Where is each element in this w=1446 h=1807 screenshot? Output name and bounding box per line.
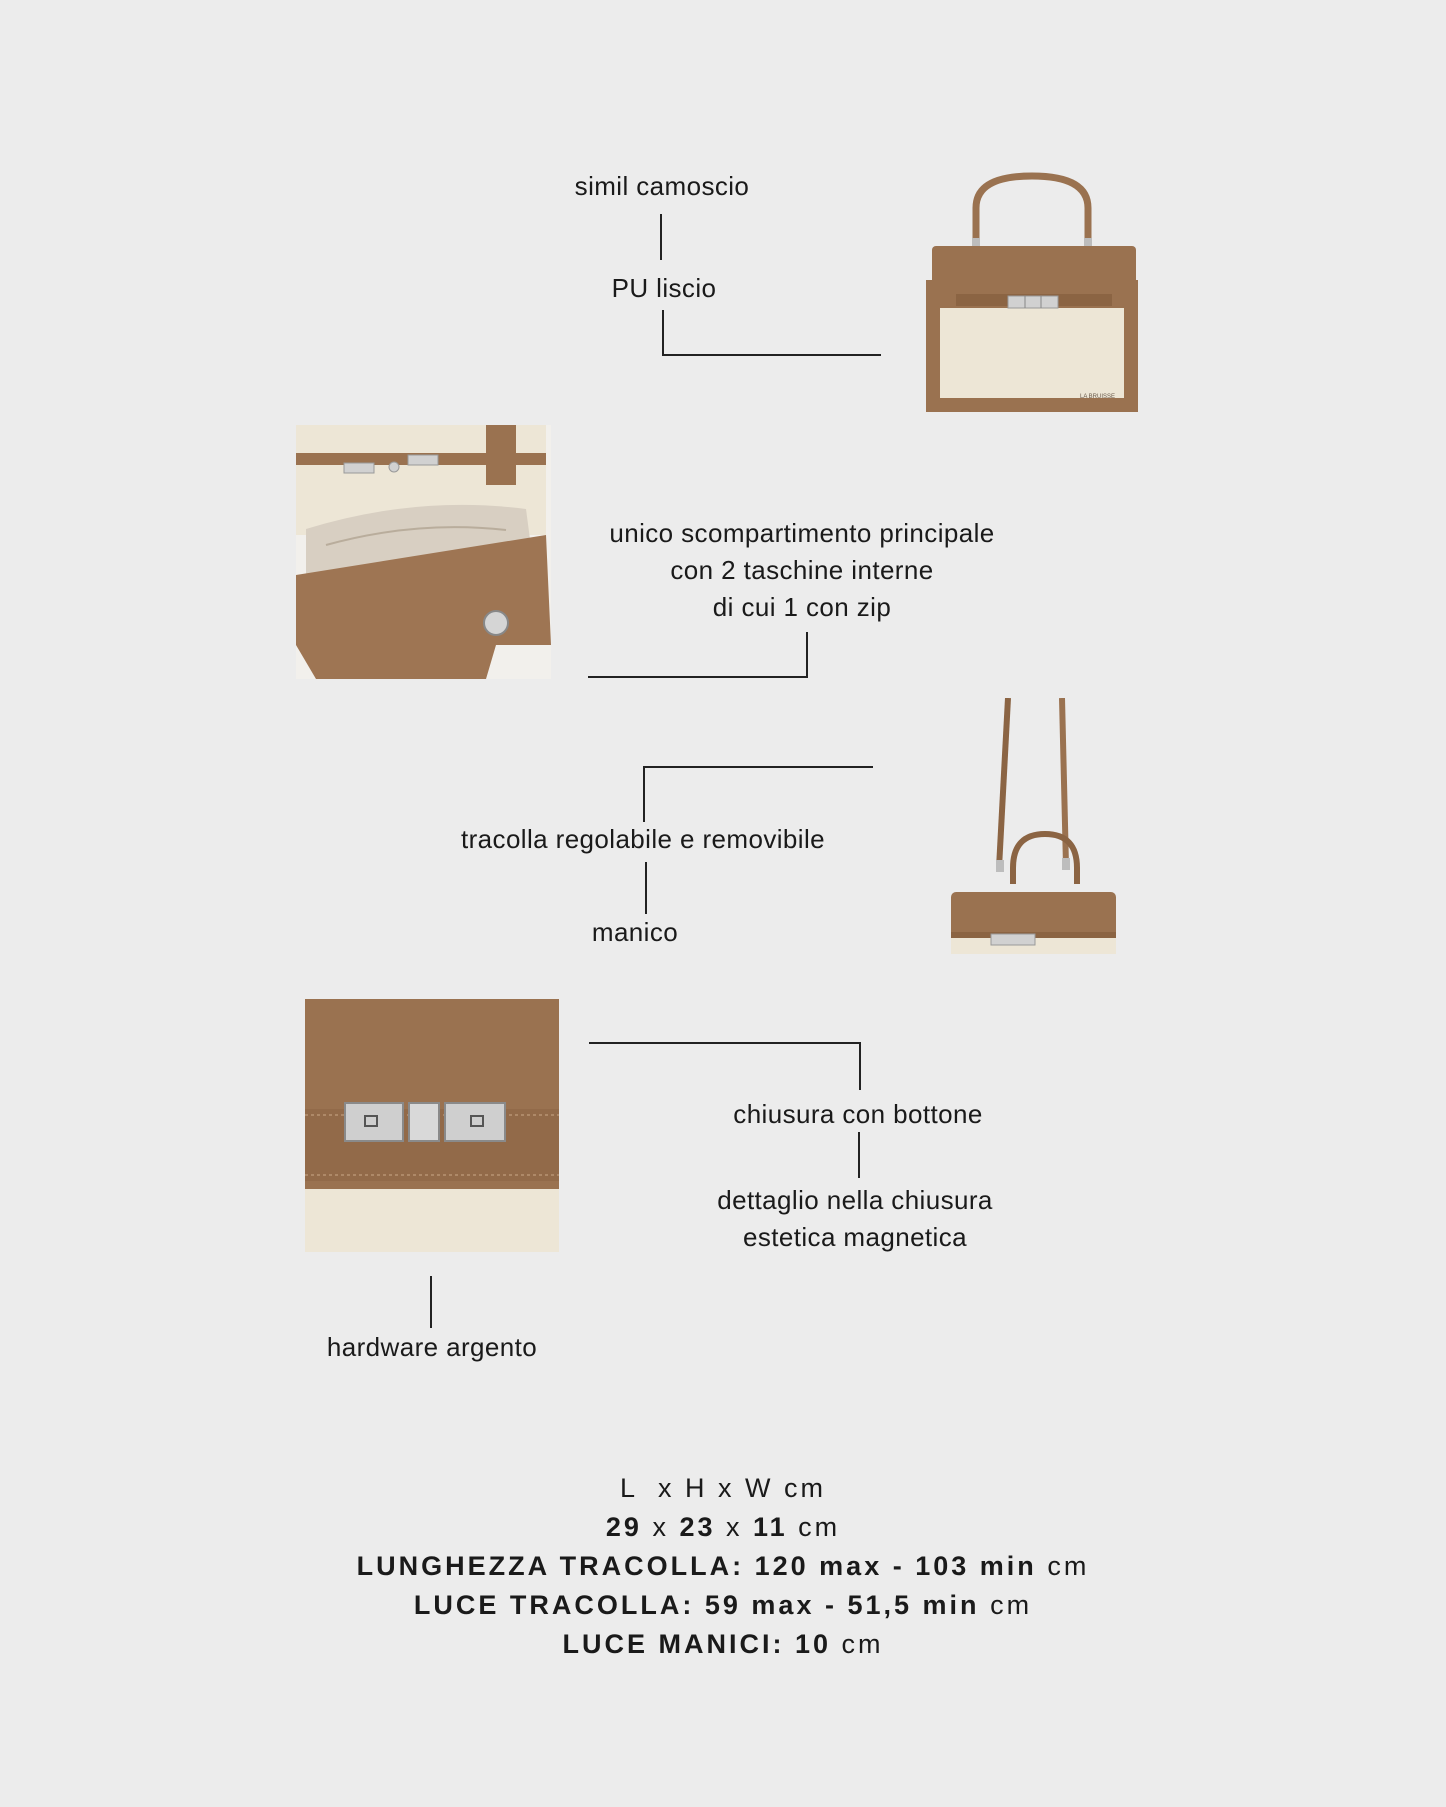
bag-strap-photo bbox=[945, 698, 1120, 954]
label-closure: chiusura con bottone bbox=[733, 1099, 983, 1129]
dimensions-handle-drop: LUCE MANICI: 10 cm bbox=[562, 1629, 884, 1659]
label-closure-detail-2: estetica magnetica bbox=[743, 1222, 967, 1252]
connector-line bbox=[589, 1042, 861, 1044]
connector-line bbox=[806, 632, 808, 678]
connector-line bbox=[660, 214, 662, 260]
dimensions-block bbox=[0, 1469, 1446, 1664]
connector-line bbox=[643, 766, 873, 768]
label-closure-detail-1: dettaglio nella chiusura bbox=[717, 1185, 993, 1215]
dimensions-strap-drop: LUCE TRACOLLA: 59 max - 51,5 min cm bbox=[413, 1590, 1033, 1620]
connector-line bbox=[588, 676, 808, 678]
connector-line bbox=[662, 310, 664, 356]
label-pu-liscio: PU liscio bbox=[611, 273, 717, 303]
label-hardware: hardware argento bbox=[326, 1332, 538, 1362]
connector-line bbox=[858, 1132, 860, 1178]
label-compartment-line-3: di cui 1 con zip bbox=[712, 592, 892, 622]
label-compartment-line-2: con 2 taschine interne bbox=[670, 555, 934, 585]
connector-line bbox=[643, 766, 645, 822]
dimensions-strap-length: LUNGHEZZA TRACOLLA: 120 max - 103 min cm bbox=[356, 1551, 1090, 1581]
brand-mark: LA BRUISSE bbox=[1080, 394, 1116, 400]
label-handle: manico bbox=[591, 917, 679, 947]
label-simil-camoscio: simil camoscio bbox=[574, 171, 750, 201]
dimensions-size: 29 x 23 x 11 cm bbox=[605, 1512, 841, 1542]
connector-line bbox=[645, 862, 647, 914]
connector-line bbox=[430, 1276, 432, 1328]
bag-interior-photo bbox=[296, 425, 551, 679]
bag-front-photo bbox=[920, 168, 1145, 426]
label-compartment-line-1: unico scompartimento principale bbox=[609, 518, 995, 548]
label-strap: tracolla regolabile e removibile bbox=[461, 824, 825, 854]
connector-line bbox=[662, 354, 881, 356]
lock-closeup-photo bbox=[305, 999, 559, 1252]
connector-line bbox=[859, 1042, 861, 1090]
dimensions-header: L x H x W cm bbox=[620, 1473, 826, 1503]
